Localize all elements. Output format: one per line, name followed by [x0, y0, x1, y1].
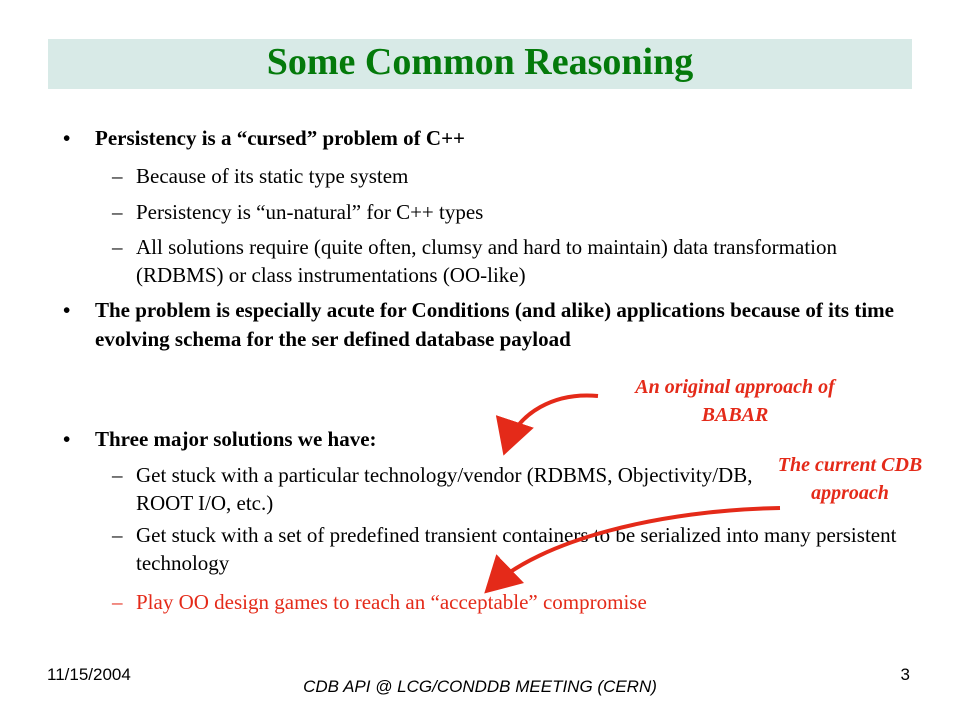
dash-marker: – [112, 590, 123, 614]
dash-marker: – [112, 235, 123, 259]
dash-marker: – [112, 463, 123, 487]
footer-title: CDB API @ LCG/CONDDB MEETING (CERN) [303, 677, 657, 696]
bullet-marker: • [63, 298, 71, 322]
page-number: 3 [900, 665, 910, 684]
bullet-1-text: Persistency is a “cursed” problem of C++ [95, 126, 466, 150]
slide-title: Some Common Reasoning [266, 41, 694, 83]
dash-marker: – [112, 164, 123, 188]
bullet-3-sub-2: Get stuck with a set of predefined transient containers to be serialized into many persistent technology [136, 523, 897, 575]
annotation-babar: An original approach of BABAR [635, 376, 835, 426]
arrow-to-sub-3 [490, 508, 780, 588]
bullet-1-sub-1: Because of its static type system [136, 164, 409, 188]
bullet-1-sub-2: Persistency is “un-natural” for C++ types [136, 200, 484, 224]
annotation-cdb: The current CDB approach [777, 454, 923, 504]
bullet-marker: • [63, 427, 71, 451]
bullet-1-sub-3: All solutions require (quite often, clumsy and hard to maintain) data transformation (RDBMS) or class instrumentations (OO-like) [136, 235, 837, 287]
bullet-marker: • [63, 126, 71, 150]
bullet-3-sub-1: Get stuck with a particular technology/vendor (RDBMS, Objectivity/DB, ROOT I/O, etc.) [136, 463, 753, 515]
footer-date: 11/15/2004 [47, 665, 131, 684]
bullet-3-text: Three major solutions we have: [95, 427, 377, 451]
dash-marker: – [112, 200, 123, 224]
arrow-to-bullet-3 [506, 395, 598, 448]
dash-marker: – [112, 523, 123, 547]
bullet-2-text: The problem is especially acute for Conditions (and alike) applications because of its time evolving schema for the ser defined database payload [95, 298, 894, 351]
bullet-3-sub-3: Play OO design games to reach an “acceptable” compromise [136, 590, 647, 614]
